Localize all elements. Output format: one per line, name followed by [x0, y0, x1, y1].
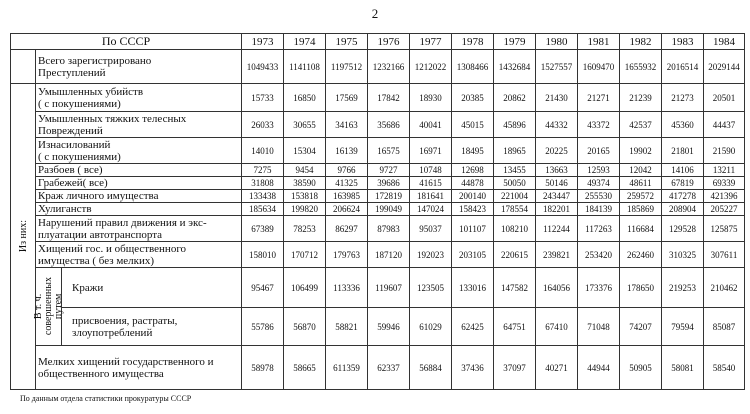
value-cell: 112244	[536, 216, 578, 242]
row-label: Мелких хищений государственного и общественного имущества	[36, 346, 242, 390]
value-cell: 21239	[620, 84, 662, 112]
value-cell: 13663	[536, 164, 578, 177]
value-cell: 16971	[410, 138, 452, 164]
value-cell: 21430	[536, 84, 578, 112]
value-cell: 101107	[452, 216, 494, 242]
value-cell: 1197512	[326, 50, 368, 84]
row-label: Кражи	[62, 268, 242, 308]
value-cell: 611359	[326, 346, 368, 390]
value-cell: 20862	[494, 84, 536, 112]
value-cell: 133016	[452, 268, 494, 308]
value-cell: 85087	[704, 308, 745, 346]
value-cell: 147582	[494, 268, 536, 308]
year-header: 1981	[578, 34, 620, 50]
table-row	[11, 138, 745, 164]
value-cell: 21271	[578, 84, 620, 112]
value-cell: 58665	[284, 346, 326, 390]
row-label: Умышленных убийств ( с покушениями)	[36, 84, 242, 112]
value-cell: 208904	[662, 203, 704, 216]
value-cell: 44437	[704, 112, 745, 138]
value-cell: 19902	[620, 138, 662, 164]
value-cell: 43372	[578, 112, 620, 138]
value-cell: 26033	[242, 112, 284, 138]
value-cell: 116684	[620, 216, 662, 242]
crime-statistics-table	[10, 33, 745, 390]
value-cell: 21590	[704, 138, 745, 164]
value-cell: 15733	[242, 84, 284, 112]
value-cell: 125875	[704, 216, 745, 242]
value-cell: 78253	[284, 216, 326, 242]
value-cell: 61029	[410, 308, 452, 346]
value-cell: 1212022	[410, 50, 452, 84]
value-cell: 16139	[326, 138, 368, 164]
value-cell: 163985	[326, 190, 368, 203]
value-cell: 164056	[536, 268, 578, 308]
value-cell: 21273	[662, 84, 704, 112]
value-cell: 58540	[704, 346, 745, 390]
subgroup-label-cell	[32, 268, 64, 346]
value-cell: 49374	[578, 177, 620, 190]
value-cell: 41615	[410, 177, 452, 190]
value-cell: 87983	[368, 216, 410, 242]
value-cell: 170712	[284, 242, 326, 268]
value-cell: 31808	[242, 177, 284, 190]
value-cell: 1432684	[494, 50, 536, 84]
table-row	[11, 203, 745, 216]
row-label: Разбоев ( все)	[36, 164, 242, 177]
value-cell: 42537	[620, 112, 662, 138]
year-header: 1975	[326, 34, 368, 50]
table-row	[11, 346, 745, 390]
value-cell: 129528	[662, 216, 704, 242]
row-label: Грабежей( все)	[36, 177, 242, 190]
value-cell: 9766	[326, 164, 368, 177]
value-cell: 56870	[284, 308, 326, 346]
value-cell: 18965	[494, 138, 536, 164]
value-cell: 20165	[578, 138, 620, 164]
value-cell: 221004	[494, 190, 536, 203]
value-cell: 106499	[284, 268, 326, 308]
value-cell: 44332	[536, 112, 578, 138]
value-cell: 1049433	[242, 50, 284, 84]
value-cell: 310325	[662, 242, 704, 268]
value-cell: 243447	[536, 190, 578, 203]
value-cell: 184139	[578, 203, 620, 216]
subgroup-label: В т. ч. совершенных путем	[32, 277, 64, 336]
region-header: По СССР	[11, 34, 242, 50]
value-cell: 50905	[620, 346, 662, 390]
value-cell: 45360	[662, 112, 704, 138]
value-cell: 133438	[242, 190, 284, 203]
value-cell: 71048	[578, 308, 620, 346]
value-cell: 95467	[242, 268, 284, 308]
value-cell: 1141108	[284, 50, 326, 84]
value-cell: 206624	[326, 203, 368, 216]
value-cell: 421396	[704, 190, 745, 203]
row-label: Краж личного имущества	[36, 190, 242, 203]
value-cell: 199820	[284, 203, 326, 216]
year-header: 1976	[368, 34, 410, 50]
value-cell: 40271	[536, 346, 578, 390]
value-cell: 59946	[368, 308, 410, 346]
value-cell: 113336	[326, 268, 368, 308]
value-cell: 44878	[452, 177, 494, 190]
value-cell: 45896	[494, 112, 536, 138]
value-cell: 158010	[242, 242, 284, 268]
value-cell: 34163	[326, 112, 368, 138]
value-cell: 210462	[704, 268, 745, 308]
table-row	[11, 190, 745, 203]
value-cell: 187120	[368, 242, 410, 268]
value-cell: 14106	[662, 164, 704, 177]
value-cell: 58081	[662, 346, 704, 390]
year-header: 1974	[284, 34, 326, 50]
value-cell: 64751	[494, 308, 536, 346]
row-label: Всего зарегистрировано Преступлений	[36, 50, 242, 84]
value-cell: 253420	[578, 242, 620, 268]
side-label: Из них:	[17, 220, 29, 253]
value-cell: 1232166	[368, 50, 410, 84]
value-cell: 95037	[410, 216, 452, 242]
value-cell: 17842	[368, 84, 410, 112]
value-cell: 239821	[536, 242, 578, 268]
value-cell: 20501	[704, 84, 745, 112]
value-cell: 158423	[452, 203, 494, 216]
value-cell: 56884	[410, 346, 452, 390]
value-cell: 16850	[284, 84, 326, 112]
blank-cell	[11, 50, 36, 84]
value-cell: 179763	[326, 242, 368, 268]
value-cell: 67389	[242, 216, 284, 242]
value-cell: 21801	[662, 138, 704, 164]
value-cell: 44944	[578, 346, 620, 390]
value-cell: 62337	[368, 346, 410, 390]
value-cell: 178650	[620, 268, 662, 308]
year-header: 1984	[704, 34, 745, 50]
value-cell: 67819	[662, 177, 704, 190]
value-cell: 255530	[578, 190, 620, 203]
value-cell: 79594	[662, 308, 704, 346]
value-cell: 20385	[452, 84, 494, 112]
value-cell: 58978	[242, 346, 284, 390]
value-cell: 153818	[284, 190, 326, 203]
year-header: 1980	[536, 34, 578, 50]
value-cell: 12593	[578, 164, 620, 177]
page-number: 2	[371, 6, 379, 21]
value-cell: 262460	[620, 242, 662, 268]
table-row	[11, 84, 745, 112]
value-cell: 16575	[368, 138, 410, 164]
value-cell: 39686	[368, 177, 410, 190]
value-cell: 10748	[410, 164, 452, 177]
table-row	[11, 308, 745, 346]
value-cell: 182201	[536, 203, 578, 216]
year-header: 1977	[410, 34, 452, 50]
value-cell: 307611	[704, 242, 745, 268]
value-cell: 203105	[452, 242, 494, 268]
table-row	[11, 216, 745, 242]
table-row	[11, 242, 745, 268]
value-cell: 220615	[494, 242, 536, 268]
value-cell: 119607	[368, 268, 410, 308]
value-cell: 86297	[326, 216, 368, 242]
year-header: 1978	[452, 34, 494, 50]
table-row	[11, 177, 745, 190]
value-cell: 14010	[242, 138, 284, 164]
value-cell: 199049	[368, 203, 410, 216]
value-cell: 417278	[662, 190, 704, 203]
table-row	[11, 50, 745, 84]
value-cell: 147024	[410, 203, 452, 216]
value-cell: 173376	[578, 268, 620, 308]
value-cell: 17569	[326, 84, 368, 112]
year-header: 1973	[242, 34, 284, 50]
value-cell: 1609470	[578, 50, 620, 84]
value-cell: 181641	[410, 190, 452, 203]
table-row	[11, 268, 745, 308]
value-cell: 185869	[620, 203, 662, 216]
value-cell: 50050	[494, 177, 536, 190]
side-label-cell	[11, 84, 36, 390]
value-cell: 18930	[410, 84, 452, 112]
value-cell: 123505	[410, 268, 452, 308]
value-cell: 1655932	[620, 50, 662, 84]
value-cell: 12698	[452, 164, 494, 177]
value-cell: 45015	[452, 112, 494, 138]
value-cell: 7275	[242, 164, 284, 177]
value-cell: 1308466	[452, 50, 494, 84]
value-cell: 74207	[620, 308, 662, 346]
row-label: Нарушений правил движения и экс- плуатации автотранспорта	[36, 216, 242, 242]
value-cell: 205227	[704, 203, 745, 216]
value-cell: 2029144	[704, 50, 745, 84]
value-cell: 15304	[284, 138, 326, 164]
year-header: 1979	[494, 34, 536, 50]
value-cell: 35686	[368, 112, 410, 138]
value-cell: 30655	[284, 112, 326, 138]
value-cell: 2016514	[662, 50, 704, 84]
value-cell: 219253	[662, 268, 704, 308]
value-cell: 12042	[620, 164, 662, 177]
value-cell: 108210	[494, 216, 536, 242]
table-row	[11, 164, 745, 177]
source-footnote: По данным отдела статистики прокуратуры СССР	[20, 394, 192, 403]
value-cell: 117263	[578, 216, 620, 242]
value-cell: 37436	[452, 346, 494, 390]
value-cell: 69339	[704, 177, 745, 190]
header-row	[11, 34, 745, 50]
value-cell: 40041	[410, 112, 452, 138]
value-cell: 192023	[410, 242, 452, 268]
value-cell: 37097	[494, 346, 536, 390]
value-cell: 41325	[326, 177, 368, 190]
value-cell: 178554	[494, 203, 536, 216]
table-row	[11, 112, 745, 138]
value-cell: 55786	[242, 308, 284, 346]
row-label: Умышленных тяжких телесных Повреждений	[36, 112, 242, 138]
value-cell: 185634	[242, 203, 284, 216]
value-cell: 13455	[494, 164, 536, 177]
value-cell: 58821	[326, 308, 368, 346]
year-header: 1983	[662, 34, 704, 50]
row-label: присвоения, растраты, злоупотреблений	[62, 308, 242, 346]
value-cell: 20225	[536, 138, 578, 164]
value-cell: 172819	[368, 190, 410, 203]
value-cell: 38590	[284, 177, 326, 190]
value-cell: 9454	[284, 164, 326, 177]
value-cell: 1527557	[536, 50, 578, 84]
year-header: 1982	[620, 34, 662, 50]
row-label: Изнасилований ( с покушениями)	[36, 138, 242, 164]
value-cell: 18495	[452, 138, 494, 164]
value-cell: 13211	[704, 164, 745, 177]
row-label: Хищений гос. и общественного имущества ( без мелких)	[36, 242, 242, 268]
value-cell: 259572	[620, 190, 662, 203]
value-cell: 9727	[368, 164, 410, 177]
row-label: Хулиганств	[36, 203, 242, 216]
value-cell: 67410	[536, 308, 578, 346]
value-cell: 48611	[620, 177, 662, 190]
value-cell: 50146	[536, 177, 578, 190]
value-cell: 200140	[452, 190, 494, 203]
value-cell: 62425	[452, 308, 494, 346]
